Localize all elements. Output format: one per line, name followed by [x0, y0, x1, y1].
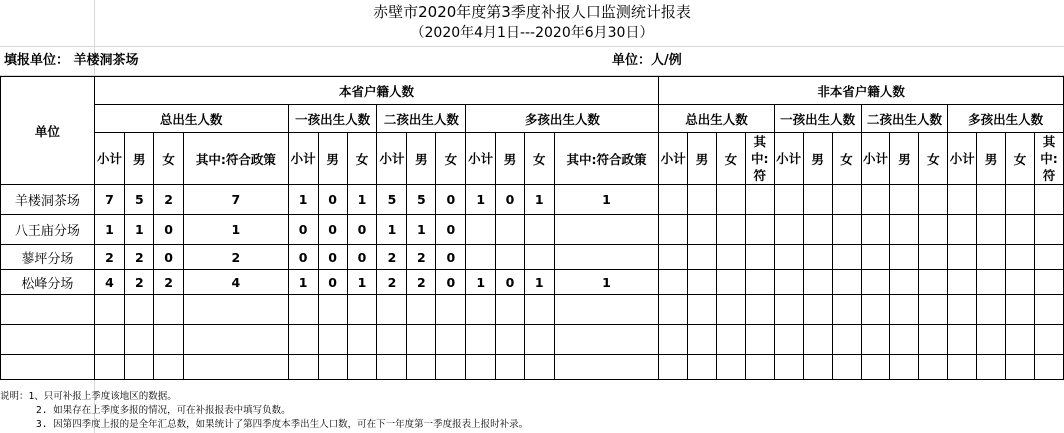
- header-local-second-child: 二孩出生人数: [377, 105, 466, 133]
- table-cell[interactable]: [554, 295, 659, 325]
- table-cell[interactable]: 1: [347, 270, 377, 295]
- table-row: [1, 215, 1064, 245]
- table-cell[interactable]: [524, 215, 554, 245]
- header-male: 男: [496, 133, 525, 185]
- table-cell[interactable]: 2: [407, 270, 436, 295]
- table-cell-empty[interactable]: [659, 215, 688, 245]
- table-cell[interactable]: 1: [288, 185, 318, 215]
- header-policy-compliant: 其中:符合政策: [554, 133, 659, 185]
- table-cell-empty[interactable]: [890, 295, 919, 325]
- report-subtitle: （2020年4月1日---2020年6月30日）: [410, 25, 654, 41]
- table-cell[interactable]: 5: [377, 185, 407, 215]
- table-row: [1, 185, 1064, 215]
- header-female: 女: [716, 133, 745, 185]
- table-cell-empty[interactable]: [659, 270, 688, 295]
- table-cell[interactable]: [154, 295, 184, 325]
- header-subtotal: 小计: [466, 133, 496, 185]
- table-cell-empty[interactable]: [716, 325, 745, 355]
- table-cell-empty[interactable]: [977, 295, 1006, 325]
- table-cell-empty[interactable]: [890, 355, 919, 380]
- table-cell-empty[interactable]: [919, 245, 948, 270]
- table-cell[interactable]: 1: [288, 270, 318, 295]
- table-cell-empty[interactable]: [919, 270, 948, 295]
- table-cell-empty[interactable]: [1006, 270, 1035, 295]
- header-unit: 单位: [1, 77, 95, 185]
- header-local-residents: 本省户籍人数: [94, 77, 659, 105]
- table-cell-empty[interactable]: [774, 245, 803, 270]
- row-unit-name[interactable]: [1, 295, 95, 325]
- table-cell-empty[interactable]: [832, 245, 861, 270]
- table-cell-empty[interactable]: [659, 295, 688, 325]
- table-cell[interactable]: [496, 355, 525, 380]
- header-nonlocal-total-births: 总出生人数: [659, 105, 774, 133]
- table-cell[interactable]: [524, 325, 554, 355]
- table-cell-empty[interactable]: [803, 270, 832, 295]
- header-local-multi-child: 多孩出生人数: [466, 105, 659, 133]
- table-cell-empty[interactable]: [832, 185, 861, 215]
- table-cell[interactable]: 0: [496, 270, 525, 295]
- statistics-table: [0, 76, 1064, 380]
- table-cell-empty[interactable]: [919, 325, 948, 355]
- table-cell[interactable]: [125, 295, 154, 325]
- table-cell[interactable]: [466, 355, 496, 380]
- header-female: 女: [154, 133, 184, 185]
- header-female: 女: [919, 133, 948, 185]
- table-cell-empty[interactable]: [948, 215, 977, 245]
- table-cell-empty[interactable]: [716, 295, 745, 325]
- header-subtotal: 小计: [861, 133, 890, 185]
- header-policy-compliant-truncated: 其中:符: [745, 133, 774, 185]
- header-local-total-births: 总出生人数: [94, 105, 288, 133]
- table-cell[interactable]: [318, 295, 347, 325]
- table-cell-empty[interactable]: [861, 355, 890, 380]
- table-cell[interactable]: [466, 295, 496, 325]
- table-cell-empty[interactable]: [803, 325, 832, 355]
- header-female: 女: [832, 133, 861, 185]
- table-cell[interactable]: [94, 325, 125, 355]
- table-cell-empty[interactable]: [1006, 215, 1035, 245]
- row-unit-name[interactable]: 松峰分场: [1, 270, 95, 295]
- table-cell[interactable]: [377, 325, 407, 355]
- table-cell-empty[interactable]: [1034, 215, 1063, 245]
- row-unit-name[interactable]: 蓼坪分场: [1, 245, 95, 270]
- row-unit-name[interactable]: 八王庙分场: [1, 215, 95, 245]
- table-cell-empty[interactable]: [774, 325, 803, 355]
- table-cell[interactable]: 2: [125, 270, 154, 295]
- table-cell[interactable]: 2: [125, 245, 154, 270]
- table-cell[interactable]: 0: [347, 215, 377, 245]
- table-cell[interactable]: [496, 295, 525, 325]
- table-cell[interactable]: [377, 295, 407, 325]
- table-cell-empty[interactable]: [1034, 245, 1063, 270]
- table-cell-empty[interactable]: [1006, 245, 1035, 270]
- table-cell-empty[interactable]: [803, 215, 832, 245]
- table-cell[interactable]: [288, 325, 318, 355]
- table-cell[interactable]: 5: [407, 185, 436, 215]
- header-female: 女: [347, 133, 377, 185]
- table-cell[interactable]: 1: [347, 185, 377, 215]
- table-cell[interactable]: 0: [318, 245, 347, 270]
- table-cell-empty[interactable]: [716, 215, 745, 245]
- table-cell-empty[interactable]: [803, 185, 832, 215]
- table-cell-empty[interactable]: [803, 245, 832, 270]
- header-female: 女: [524, 133, 554, 185]
- table-cell-empty[interactable]: [890, 270, 919, 295]
- table-cell[interactable]: [125, 325, 154, 355]
- header-policy-compliant-truncated: 其中:符: [1034, 133, 1063, 185]
- header-male: 男: [407, 133, 436, 185]
- table-cell[interactable]: [436, 355, 466, 380]
- header-subtotal: 小计: [774, 133, 803, 185]
- row-unit-name[interactable]: [1, 325, 95, 355]
- table-cell[interactable]: [377, 355, 407, 380]
- table-cell[interactable]: 0: [318, 270, 347, 295]
- table-cell-empty[interactable]: [948, 295, 977, 325]
- header-subtotal: 小计: [94, 133, 125, 185]
- table-cell[interactable]: 0: [288, 215, 318, 245]
- header-nonlocal-residents: 非本省户籍人数: [659, 77, 1064, 105]
- table-cell[interactable]: [347, 355, 377, 380]
- note-line: 2. 如果存在上季度多报的情况，可在补报报表中填写负数。: [36, 405, 291, 416]
- table-cell-empty[interactable]: [1034, 270, 1063, 295]
- table-cell[interactable]: 2: [407, 245, 436, 270]
- table-cell-empty[interactable]: [745, 325, 774, 355]
- table-cell-empty[interactable]: [1034, 185, 1063, 215]
- table-cell[interactable]: 2: [377, 245, 407, 270]
- table-cell[interactable]: 1: [407, 215, 436, 245]
- table-cell-empty[interactable]: [1034, 355, 1063, 380]
- header-subtotal: 小计: [288, 133, 318, 185]
- table-cell-empty[interactable]: [861, 245, 890, 270]
- table-cell[interactable]: [466, 215, 496, 245]
- table-cell-empty[interactable]: [832, 270, 861, 295]
- header-nonlocal-first-child: 一孩出生人数: [774, 105, 861, 133]
- table-cell-empty[interactable]: [659, 355, 688, 380]
- table-cell-empty[interactable]: [716, 355, 745, 380]
- table-cell-empty[interactable]: [1034, 325, 1063, 355]
- table-cell[interactable]: 2: [154, 185, 184, 215]
- table-cell-empty[interactable]: [774, 270, 803, 295]
- table-cell[interactable]: [288, 355, 318, 380]
- table-cell-empty[interactable]: [890, 185, 919, 215]
- header-male: 男: [890, 133, 919, 185]
- table-cell[interactable]: 0: [436, 270, 466, 295]
- table-cell-empty[interactable]: [832, 325, 861, 355]
- measurement-unit: 单位：人/例: [612, 53, 682, 68]
- table-cell[interactable]: [554, 245, 659, 270]
- table-cell-empty[interactable]: [659, 325, 688, 355]
- table-cell[interactable]: [154, 355, 184, 380]
- table-cell[interactable]: 0: [347, 245, 377, 270]
- table-cell-empty[interactable]: [977, 325, 1006, 355]
- table-cell[interactable]: [347, 325, 377, 355]
- table-cell-empty[interactable]: [716, 270, 745, 295]
- table-cell[interactable]: [436, 325, 466, 355]
- table-cell-empty[interactable]: [774, 295, 803, 325]
- table-cell-empty[interactable]: [1006, 295, 1035, 325]
- table-cell-empty[interactable]: [688, 270, 717, 295]
- table-cell-empty[interactable]: [919, 185, 948, 215]
- table-cell[interactable]: [183, 325, 288, 355]
- note-line: 说明：1、只可补报上季度该地区的数据。: [0, 391, 177, 402]
- table-cell-empty[interactable]: [948, 325, 977, 355]
- table-cell-empty[interactable]: [688, 245, 717, 270]
- table-cell[interactable]: [154, 325, 184, 355]
- table-cell[interactable]: 1: [524, 185, 554, 215]
- table-cell-empty[interactable]: [745, 295, 774, 325]
- table-cell[interactable]: 7: [183, 185, 288, 215]
- reporting-unit: 填报单位： 羊楼洞茶场: [4, 53, 139, 68]
- table-row: [1, 325, 1064, 355]
- table-cell-empty[interactable]: [803, 355, 832, 380]
- table-cell-empty[interactable]: [861, 325, 890, 355]
- table-cell[interactable]: 2: [183, 245, 288, 270]
- table-cell-empty[interactable]: [745, 185, 774, 215]
- table-cell-empty[interactable]: [774, 215, 803, 245]
- table-cell-empty[interactable]: [890, 325, 919, 355]
- notes-section: [0, 390, 528, 432]
- table-cell[interactable]: 2: [94, 245, 125, 270]
- table-cell-empty[interactable]: [861, 185, 890, 215]
- table-cell-empty[interactable]: [948, 270, 977, 295]
- table-cell[interactable]: 1: [466, 270, 496, 295]
- note-line: 3. 因第四季度上报的是全年汇总数，如果统计了第四季度本季出生人口数，可在下一年度第一季度报表上报时补录。: [36, 419, 529, 430]
- table-cell-empty[interactable]: [716, 185, 745, 215]
- table-cell-empty[interactable]: [745, 355, 774, 380]
- table-cell[interactable]: 1: [125, 215, 154, 245]
- table-cell[interactable]: 0: [154, 245, 184, 270]
- table-cell[interactable]: 0: [436, 215, 466, 245]
- header-male: 男: [318, 133, 347, 185]
- table-cell-empty[interactable]: [745, 245, 774, 270]
- table-cell[interactable]: 1: [377, 215, 407, 245]
- table-cell-empty[interactable]: [861, 295, 890, 325]
- table-cell[interactable]: [407, 295, 436, 325]
- table-cell[interactable]: 0: [496, 185, 525, 215]
- table-row: [1, 355, 1064, 380]
- table-cell-empty[interactable]: [977, 215, 1006, 245]
- table-cell[interactable]: [466, 325, 496, 355]
- table-cell[interactable]: [496, 325, 525, 355]
- table-cell-empty[interactable]: [803, 295, 832, 325]
- table-cell-empty[interactable]: [832, 355, 861, 380]
- table-row: [1, 270, 1064, 295]
- table-cell-empty[interactable]: [659, 185, 688, 215]
- table-cell[interactable]: [466, 245, 496, 270]
- table-cell-empty[interactable]: [1006, 325, 1035, 355]
- table-cell-empty[interactable]: [745, 270, 774, 295]
- table-cell-empty[interactable]: [774, 355, 803, 380]
- table-cell[interactable]: 0: [318, 215, 347, 245]
- table-row: [1, 245, 1064, 270]
- table-cell[interactable]: [318, 325, 347, 355]
- header-male: 男: [125, 133, 154, 185]
- table-cell[interactable]: [524, 245, 554, 270]
- table-cell[interactable]: 5: [125, 185, 154, 215]
- header-female: 女: [436, 133, 466, 185]
- table-cell-empty[interactable]: [861, 270, 890, 295]
- table-cell[interactable]: [496, 245, 525, 270]
- table-cell[interactable]: 4: [183, 270, 288, 295]
- table-cell[interactable]: [183, 355, 288, 380]
- header-nonlocal-second-child: 二孩出生人数: [861, 105, 948, 133]
- table-cell-empty[interactable]: [832, 215, 861, 245]
- report-title: 赤壁市2020年度第3季度补报人口监测统计报表: [373, 3, 691, 21]
- table-cell-empty[interactable]: [948, 355, 977, 380]
- table-cell[interactable]: [436, 295, 466, 325]
- table-cell[interactable]: [318, 355, 347, 380]
- table-cell[interactable]: 0: [288, 245, 318, 270]
- table-cell[interactable]: [183, 295, 288, 325]
- header-male: 男: [688, 133, 717, 185]
- table-cell[interactable]: [554, 215, 659, 245]
- table-cell-empty[interactable]: [1006, 185, 1035, 215]
- table-cell[interactable]: 1: [466, 185, 496, 215]
- header-subtotal: 小计: [948, 133, 977, 185]
- table-cell-empty[interactable]: [977, 270, 1006, 295]
- table-cell-empty[interactable]: [1034, 295, 1063, 325]
- header-subtotal: 小计: [659, 133, 688, 185]
- header-male: 男: [977, 133, 1006, 185]
- table-cell-empty[interactable]: [688, 215, 717, 245]
- table-cell[interactable]: 1: [94, 215, 125, 245]
- header-nonlocal-multi-child: 多孩出生人数: [948, 105, 1064, 133]
- table-cell[interactable]: 2: [154, 270, 184, 295]
- table-cell[interactable]: [347, 295, 377, 325]
- table-cell[interactable]: [554, 355, 659, 380]
- table-cell[interactable]: 0: [436, 185, 466, 215]
- table-cell-empty[interactable]: [774, 185, 803, 215]
- table-cell[interactable]: [288, 295, 318, 325]
- table-cell-empty[interactable]: [1006, 355, 1035, 380]
- table-cell[interactable]: [407, 355, 436, 380]
- table-cell[interactable]: 2: [377, 270, 407, 295]
- table-row: [1, 295, 1064, 325]
- table-cell[interactable]: [94, 355, 125, 380]
- table-cell-empty[interactable]: [688, 295, 717, 325]
- table-cell[interactable]: 1: [554, 185, 659, 215]
- table-cell[interactable]: [94, 295, 125, 325]
- table-cell-empty[interactable]: [890, 215, 919, 245]
- table-cell-empty[interactable]: [948, 245, 977, 270]
- row-unit-name[interactable]: [1, 355, 95, 380]
- row-unit-name[interactable]: 羊楼洞茶场: [1, 185, 95, 215]
- header-policy-compliant: 其中:符合政策: [183, 133, 288, 185]
- table-cell-empty[interactable]: [716, 245, 745, 270]
- header-subtotal: 小计: [377, 133, 407, 185]
- table-cell-empty[interactable]: [948, 185, 977, 215]
- table-cell-empty[interactable]: [688, 185, 717, 215]
- table-cell-empty[interactable]: [977, 355, 1006, 380]
- table-cell[interactable]: 1: [524, 270, 554, 295]
- table-cell-empty[interactable]: [977, 245, 1006, 270]
- table-cell[interactable]: 1: [183, 215, 288, 245]
- table-cell-empty[interactable]: [919, 215, 948, 245]
- table-cell[interactable]: 0: [318, 185, 347, 215]
- header-female: 女: [1006, 133, 1035, 185]
- table-cell[interactable]: [407, 325, 436, 355]
- header-local-first-child: 一孩出生人数: [288, 105, 377, 133]
- table-cell[interactable]: 0: [154, 215, 184, 245]
- table-cell[interactable]: 1: [554, 270, 659, 295]
- table-cell[interactable]: 0: [436, 245, 466, 270]
- table-cell-empty[interactable]: [977, 185, 1006, 215]
- table-cell[interactable]: [125, 355, 154, 380]
- table-cell[interactable]: [524, 355, 554, 380]
- table-cell[interactable]: 7: [94, 185, 125, 215]
- table-cell-empty[interactable]: [745, 215, 774, 245]
- table-cell-empty[interactable]: [832, 295, 861, 325]
- table-cell-empty[interactable]: [688, 355, 717, 380]
- table-cell[interactable]: [524, 295, 554, 325]
- table-cell[interactable]: [496, 215, 525, 245]
- table-cell-empty[interactable]: [919, 355, 948, 380]
- table-cell-empty[interactable]: [659, 245, 688, 270]
- header-male: 男: [803, 133, 832, 185]
- table-cell-empty[interactable]: [919, 295, 948, 325]
- table-cell-empty[interactable]: [861, 215, 890, 245]
- table-cell-empty[interactable]: [890, 245, 919, 270]
- table-cell-empty[interactable]: [688, 325, 717, 355]
- table-cell[interactable]: 4: [94, 270, 125, 295]
- table-cell[interactable]: [554, 325, 659, 355]
